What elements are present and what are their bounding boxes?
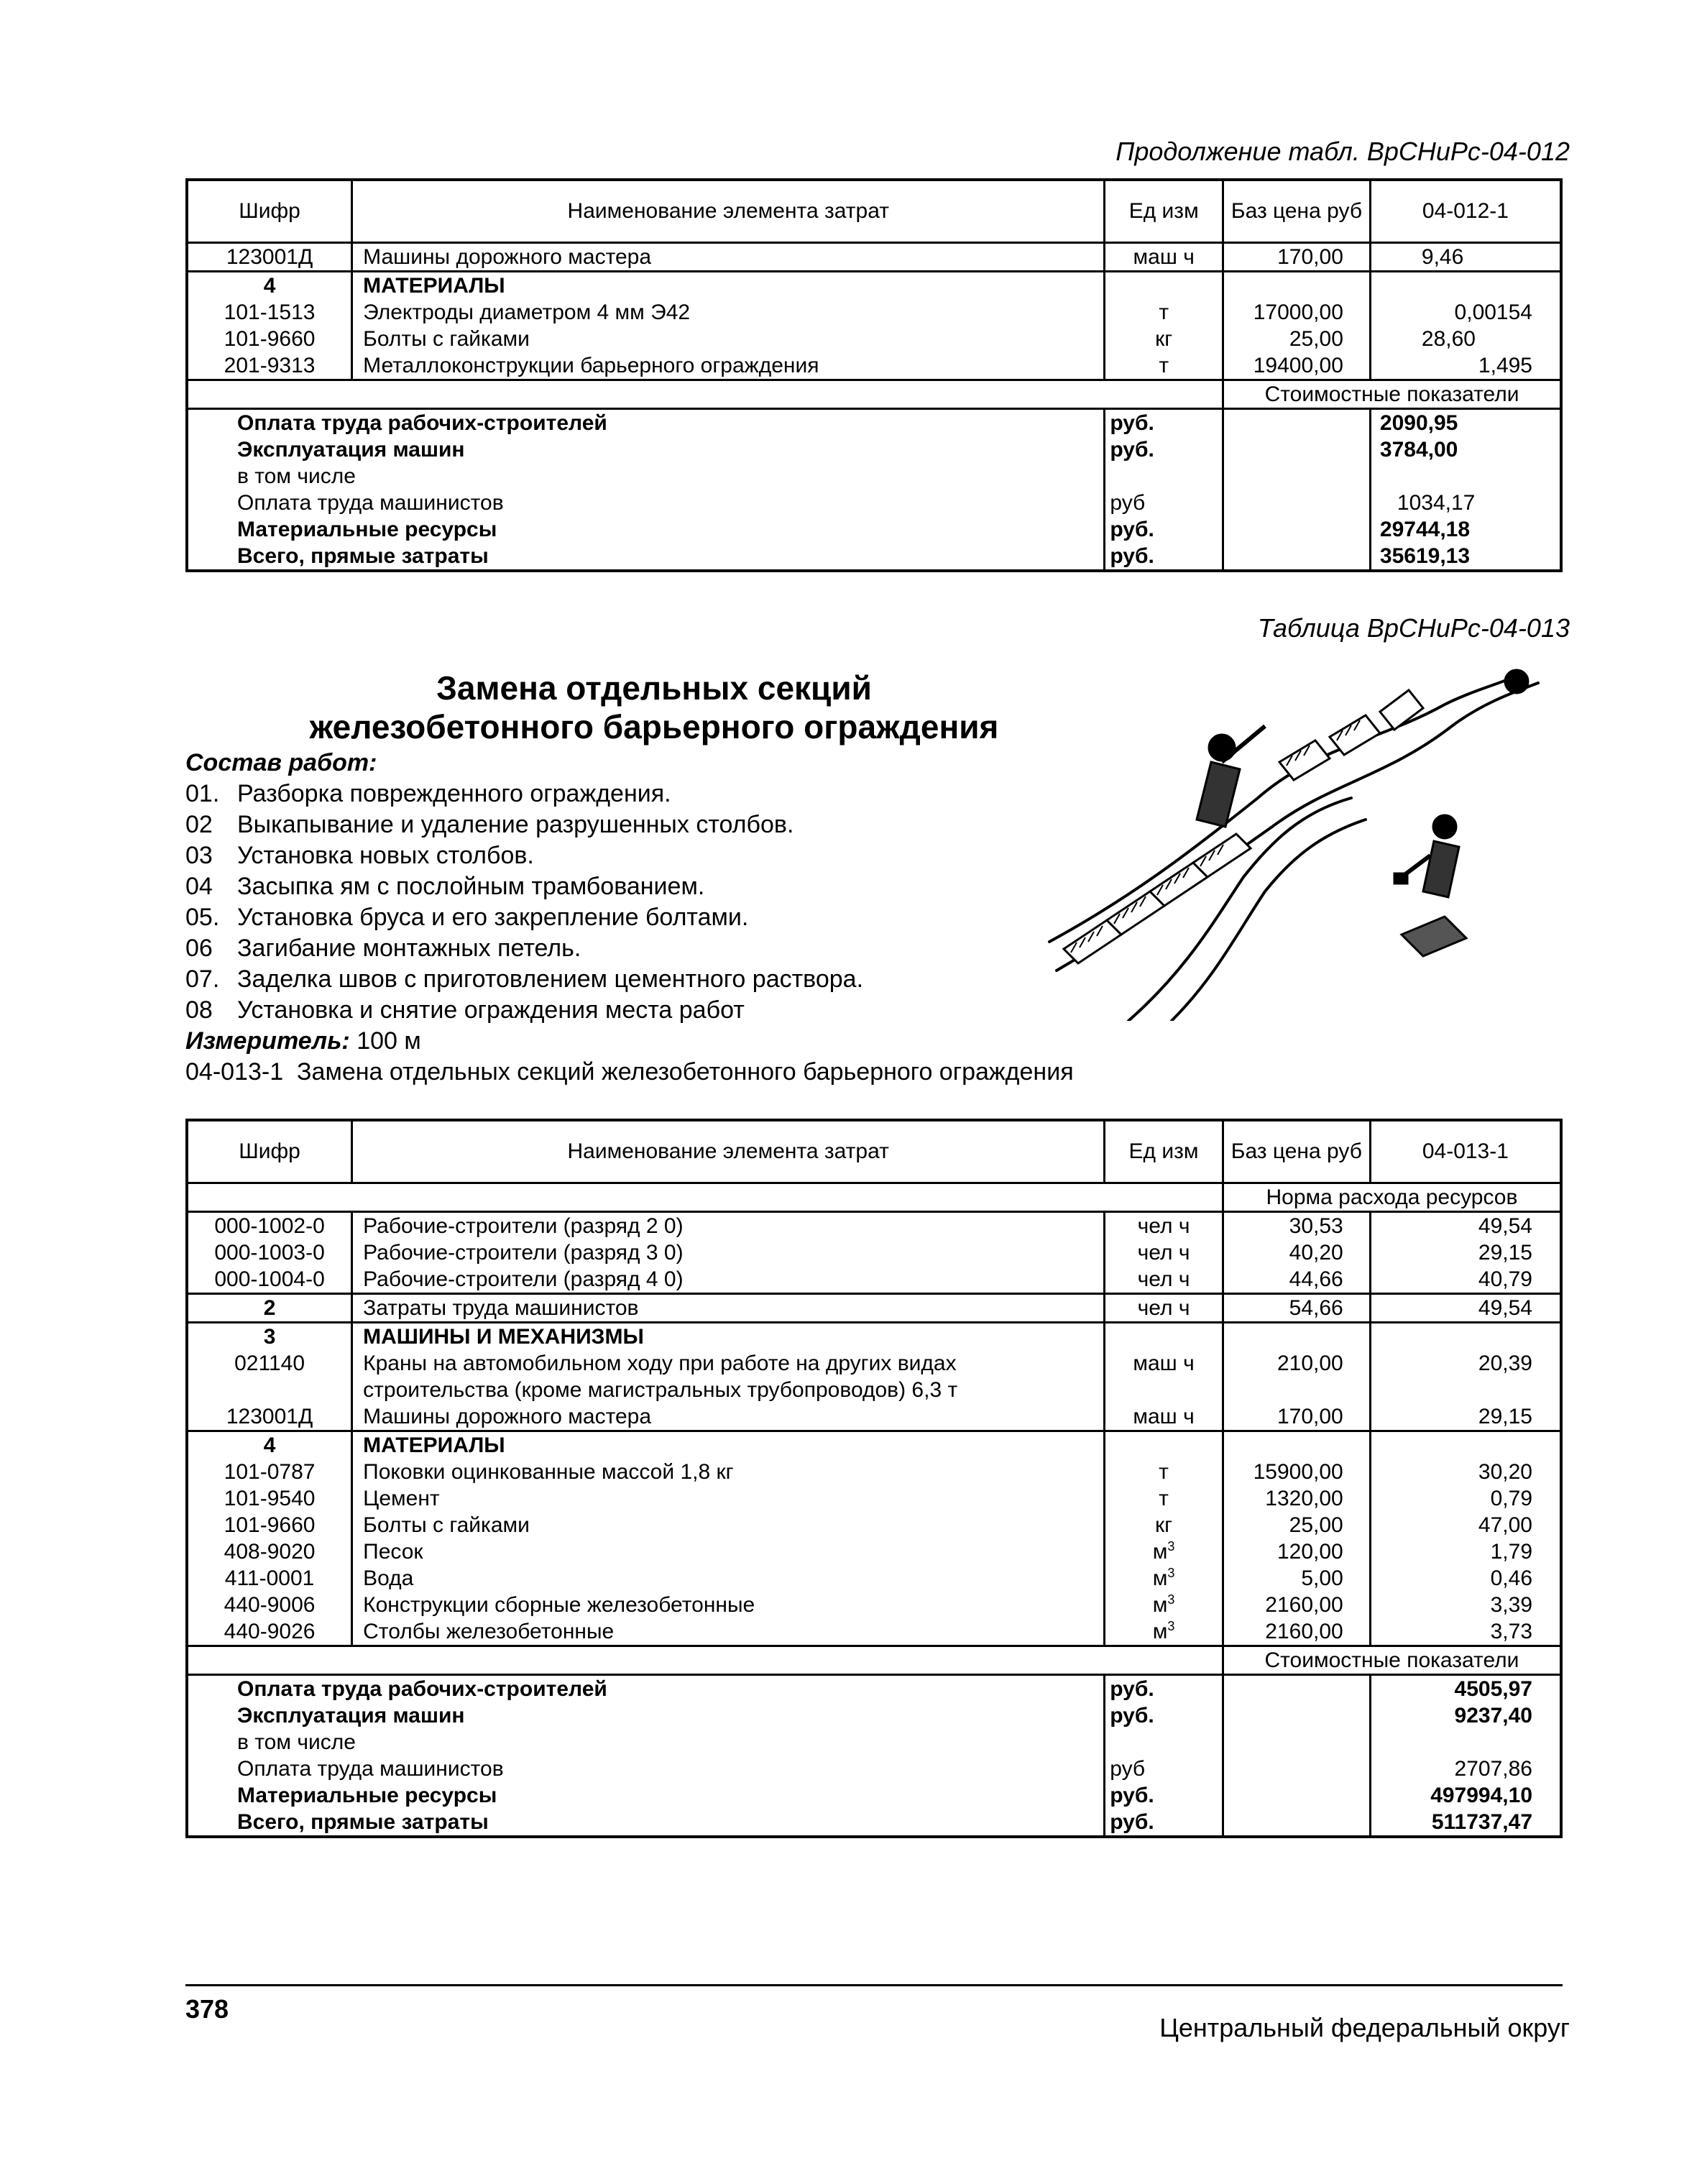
measure-line [185,1026,1074,1057]
section-row [187,1323,1561,1351]
worker-figures [1197,670,1528,956]
row-code: 101-0787 [187,1459,352,1485]
summary-unit: руб. [1105,516,1223,543]
summary-row [187,463,1561,490]
row-price: 17000,00 [1223,299,1371,326]
table-row [187,1485,1561,1512]
footer-region: Центральный федеральный округ [1159,2013,1570,2042]
row-code: 101-9660 [187,326,352,352]
row-price: 44,66 [1223,1266,1370,1294]
page-number: 378 [185,1994,229,2024]
row-unit: кг [1105,1512,1223,1538]
row-value: 9,46 [1370,243,1561,272]
table-row [187,1266,1561,1294]
item-text: Заделка швов с приготовлением цементного раствора. [237,965,864,993]
summary-row [187,436,1561,463]
summary-unit: руб. [1105,409,1223,437]
col-unit: Ед изм [1105,180,1223,243]
row-price: 5,00 [1223,1565,1370,1592]
summary-name: Эксплуатация машин [187,1702,1105,1729]
row-unit: кг [1105,326,1223,352]
item-number: 07. [185,965,220,993]
table-row [187,299,1561,326]
row-price: 2160,00 [1223,1618,1370,1646]
item-number: 08 [185,996,213,1024]
table-row [187,243,1561,272]
list-item [185,871,1074,902]
summary-row [187,490,1561,516]
row-name: Вода [352,1565,1105,1592]
row-unit: чел ч [1105,1212,1223,1240]
summary-name: Материальные ресурсы [187,1782,1105,1809]
row-price: 40,20 [1223,1239,1370,1266]
summary-name: в том числе [187,1729,1105,1756]
list-item [185,902,1074,933]
item-number: 03 [185,842,213,869]
col-name: Наименование элемента затрат [352,1120,1105,1183]
list-item [185,840,1074,871]
table-row [187,1459,1561,1485]
row-name: Машины дорожного мастера [352,243,1105,272]
summary-row [187,1782,1561,1809]
summary-name: Всего, прямые затраты [187,1809,1105,1837]
row-value: 40,79 [1370,1266,1561,1294]
row-price: 210,00 [1223,1350,1370,1377]
row-unit: $м^3$ [1105,1618,1223,1646]
table-row [187,1377,1561,1403]
col-norm: 04-012-1 [1370,180,1561,243]
row-name: Краны на автомобильном ходу при работе на других видах [352,1350,1105,1377]
item-number: 04 [185,873,213,900]
row-code: 201-9313 [187,352,352,380]
measure-value: 100 м [356,1027,421,1055]
table-row [187,1294,1561,1323]
band-row [187,1646,1561,1675]
row-unit: т [1105,1459,1223,1485]
row-name: Болты с гайками [352,326,1105,352]
cost-table-04-012 [185,178,1563,572]
works-composition [185,748,1074,1088]
table-row [187,1618,1561,1646]
row-value: 49,54 [1370,1212,1561,1240]
row-value: 47,00 [1370,1512,1561,1538]
row-price: 25,00 [1223,1512,1370,1538]
table-caption: Таблица ВрСНиРс-04-013 [1257,613,1570,643]
section-code: 4 [187,272,352,300]
col-price: Баз цена руб [1223,180,1371,243]
measure-label: Измеритель: [185,1027,350,1055]
row-name: Металлоконструкции барьерного ограждения [352,352,1105,380]
summary-unit: руб. [1105,1809,1223,1837]
table-row [187,1565,1561,1592]
summary-unit: руб. [1105,1675,1223,1703]
item-text: Выкапывание и удаление разрушенных столбов. [237,811,794,838]
summary-row [187,1729,1561,1756]
summary-value: 3784,00 [1370,436,1561,463]
item-number: 05. [185,904,220,931]
row-value: 49,54 [1370,1294,1561,1323]
summary-value: 2707,86 [1370,1756,1561,1782]
row-name: Поковки оцинкованные массой 1,8 кг [352,1459,1105,1485]
row-price: 170,00 [1223,243,1371,272]
table-row [187,1212,1561,1240]
summary-unit: руб [1105,490,1223,516]
row-value: 28,60 [1370,326,1561,352]
row-value: 0,00154 [1370,299,1561,326]
item-number: 01. [185,780,220,807]
row-name: Рабочие-строители (разряд 3 0) [352,1239,1105,1266]
list-item [185,995,1074,1026]
row-code: 101-9540 [187,1485,352,1512]
table-row [187,1538,1561,1565]
summary-row [187,1675,1561,1703]
summary-value: 4505,97 [1370,1675,1561,1703]
summary-value: 29744,18 [1370,516,1561,543]
item-number: 02 [185,811,213,838]
row-code: 2 [187,1294,352,1323]
band-norm: Норма расхода ресурсов [1223,1183,1561,1212]
row-name: Песок [352,1538,1105,1565]
item-text: Установка и снятие ограждения места работ [237,996,745,1024]
item-number: 06 [185,935,213,962]
summary-name: Оплата труда рабочих-строителей [187,1675,1105,1703]
table-row [187,1403,1561,1431]
item-text: Загибание монтажных петель. [237,935,581,962]
row-price: 54,66 [1223,1294,1370,1323]
summary-unit: руб [1105,1756,1223,1782]
row-unit: $м^3$ [1105,1538,1223,1565]
row-name-cont: строительства (кроме магистральных трубопроводов) 6,3 т [352,1377,1105,1403]
continuation-caption: Продолжение табл. ВрСНиРс-04-012 [1116,137,1570,166]
row-value: 3,73 [1370,1618,1561,1646]
row-unit: чел ч [1105,1294,1223,1323]
table-row [187,1512,1561,1538]
table-row [187,1350,1561,1377]
barrier-blocks [1064,690,1423,963]
row-code: 123001Д [187,1403,352,1431]
cost-table-04-013 [185,1119,1563,1838]
summary-name: Всего, прямые затраты [187,543,1105,571]
summary-row [187,1756,1561,1782]
row-unit: т [1105,299,1223,326]
band-row [187,1183,1561,1212]
row-price: 19400,00 [1223,352,1371,380]
row-code: 440-9026 [187,1618,352,1646]
section-name: МАТЕРИАЛЫ [352,272,1105,300]
footer-rule [185,1984,1563,1986]
row-name: Электроды диаметром 4 мм Э42 [352,299,1105,326]
item-text: Установка бруса и его закрепление болтами. [237,904,749,931]
summary-row [187,516,1561,543]
table-row [187,1239,1561,1266]
row-code: 123001Д [187,243,352,272]
works-heading: Состав работ: [185,749,377,776]
row-unit: маш ч [1105,243,1223,272]
works-list [185,779,1074,1026]
summary-value: 511737,47 [1370,1809,1561,1837]
row-value: 0,79 [1370,1485,1561,1512]
row-unit: $м^3$ [1105,1592,1223,1618]
summary-unit: руб. [1105,1782,1223,1809]
band-cost: Стоимостные показатели [1223,380,1561,409]
row-unit: маш ч [1105,1350,1223,1377]
item-text: Установка новых столбов. [237,842,534,869]
row-unit: т [1105,352,1223,380]
list-item [185,779,1074,809]
row-name: Рабочие-строители (разряд 4 0) [352,1266,1105,1294]
section-code: 3 [187,1323,352,1351]
summary-unit: руб. [1105,1702,1223,1729]
row-price: 170,00 [1223,1403,1370,1431]
row-value: 1,495 [1370,352,1561,380]
row-code: 411-0001 [187,1565,352,1592]
list-item [185,809,1074,840]
summary-name: Оплата труда машинистов [187,490,1105,516]
col-price: Баз цена руб [1223,1120,1370,1183]
summary-unit: руб. [1105,543,1223,571]
row-name: Столбы железобетонные [352,1618,1105,1646]
row-name: Рабочие-строители (разряд 2 0) [352,1212,1105,1240]
row-code: 000-1002-0 [187,1212,352,1240]
row-unit: т [1105,1485,1223,1512]
summary-row [187,1809,1561,1837]
row-code: 101-9660 [187,1512,352,1538]
row-price: 2160,00 [1223,1592,1370,1618]
section-row [187,1431,1561,1459]
row-price: 15900,00 [1223,1459,1370,1485]
row-code: 101-1513 [187,299,352,326]
summary-value: 9237,40 [1370,1702,1561,1729]
row-name: Машины дорожного мастера [352,1403,1105,1431]
row-name: Болты с гайками [352,1512,1105,1538]
summary-name: Оплата труда машинистов [187,1756,1105,1782]
list-item [185,933,1074,964]
summary-value: 35619,13 [1370,543,1561,571]
band-row [187,380,1561,409]
row-code: 021140 [187,1350,352,1377]
row-unit: чел ч [1105,1266,1223,1294]
table-row [187,352,1561,380]
col-code: Шифр [187,180,352,243]
col-code: Шифр [187,1120,352,1183]
summary-row [187,1702,1561,1729]
table-row [187,1592,1561,1618]
title-line-2: железобетонного барьерного ограждения [309,708,999,745]
row-code: 408-9020 [187,1538,352,1565]
title-line-1: Замена отдельных секций [436,669,872,707]
band-cost: Стоимостные показатели [1223,1646,1561,1675]
col-name: Наименование элемента затрат [352,180,1105,243]
summary-value: 497994,10 [1370,1782,1561,1809]
road-workers-illustration [1042,661,1574,1021]
row-price: 30,53 [1223,1212,1370,1240]
section-name: МАТЕРИАЛЫ [352,1431,1105,1459]
summary-name: Оплата труда рабочих-строителей [187,409,1105,437]
summary-name: в том числе [187,463,1105,490]
table-row [187,326,1561,352]
summary-row [187,543,1561,571]
row-code: 000-1004-0 [187,1266,352,1294]
row-price: 120,00 [1223,1538,1370,1565]
summary-name: Эксплуатация машин [187,436,1105,463]
table-header-row [187,1120,1561,1183]
item-text: Засыпка ям с послойным трамбованием. [237,873,705,900]
summary-unit: руб. [1105,436,1223,463]
section-code: 4 [187,1431,352,1459]
item-text: Разборка поврежденного ограждения. [237,780,671,807]
section-title [230,669,1078,746]
section-name: МАШИНЫ И МЕХАНИЗМЫ [352,1323,1105,1351]
norm-line: 04-013-1 Замена отдельных секций железобетонного барьерного ограждения [185,1058,1074,1086]
row-value: 3,39 [1370,1592,1561,1618]
row-unit: $м^3$ [1105,1565,1223,1592]
section-row [187,272,1561,300]
row-unit: маш ч [1105,1403,1223,1431]
row-value: 30,20 [1370,1459,1561,1485]
summary-value: 2090,95 [1370,409,1561,437]
row-price: 1320,00 [1223,1485,1370,1512]
table-header-row [187,180,1561,243]
row-price: 25,00 [1223,326,1371,352]
row-name: Цемент [352,1485,1105,1512]
row-name: Затраты труда машинистов [352,1294,1105,1323]
summary-value: 1034,17 [1370,490,1561,516]
row-unit: чел ч [1105,1239,1223,1266]
list-item [185,964,1074,995]
row-name: Конструкции сборные железобетонные [352,1592,1105,1618]
col-unit: Ед изм [1105,1120,1223,1183]
summary-name: Материальные ресурсы [187,516,1105,543]
row-value: 1,79 [1370,1538,1561,1565]
row-code: 440-9006 [187,1592,352,1618]
summary-row [187,409,1561,437]
col-norm: 04-013-1 [1370,1120,1561,1183]
row-value: 29,15 [1370,1239,1561,1266]
row-value: 20,39 [1370,1350,1561,1377]
row-value: 0,46 [1370,1565,1561,1592]
row-value: 29,15 [1370,1403,1561,1431]
row-code: 000-1003-0 [187,1239,352,1266]
